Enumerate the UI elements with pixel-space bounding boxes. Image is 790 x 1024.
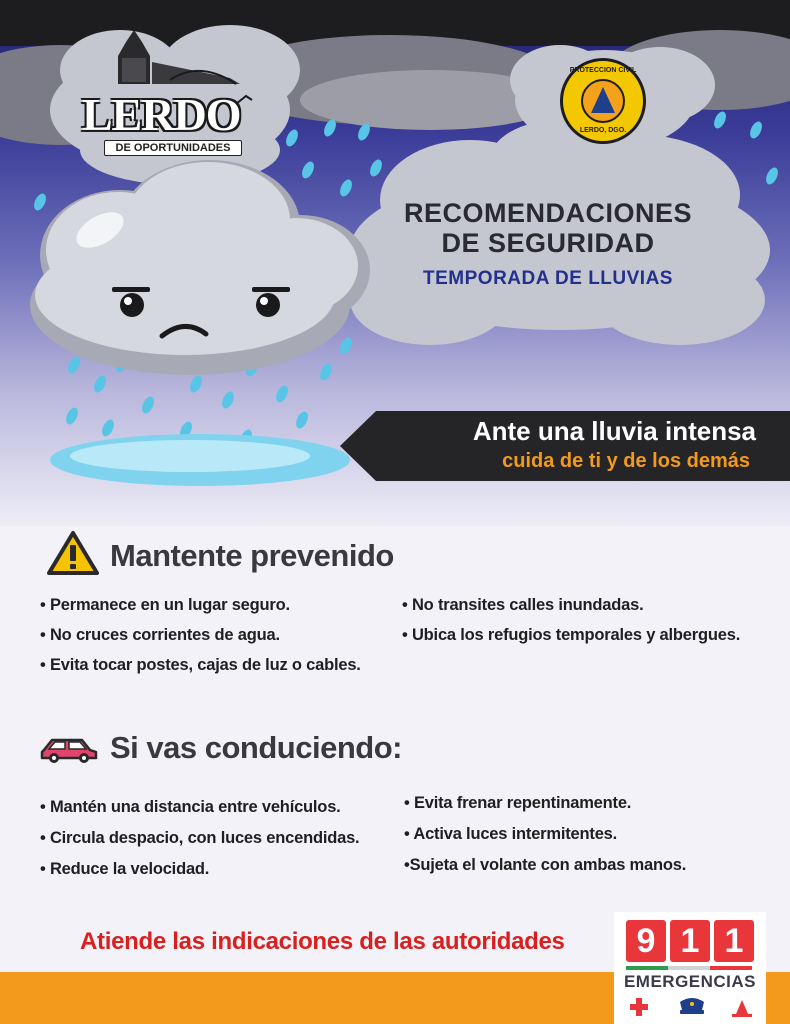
authorities-notice: Atiende las indicaciones de las autoridades bbox=[80, 928, 565, 955]
emergency-services-icons bbox=[624, 994, 760, 1020]
civil-protection-icon bbox=[581, 79, 625, 123]
stripe-green bbox=[626, 966, 668, 970]
stripe-red bbox=[710, 966, 752, 970]
list-item: •Sujeta el volante con ambas manos. bbox=[404, 856, 687, 874]
banner-notch bbox=[340, 411, 376, 481]
emergency-digit: 9 bbox=[626, 920, 666, 962]
emergency-digit: 1 bbox=[714, 920, 754, 962]
badge-bottom-text: LERDO, DGO. bbox=[579, 127, 627, 134]
firefighter-icon bbox=[732, 1000, 752, 1017]
logo-name: LERDO bbox=[82, 89, 241, 140]
badge-top-text: PROTECCION CIVIL bbox=[569, 67, 637, 74]
page-title-line1: RECOMENDACIONES bbox=[403, 198, 693, 228]
list-item: • No transites calles inundadas. bbox=[402, 596, 644, 614]
banner-headline: Ante una lluvia intensa bbox=[472, 416, 756, 446]
list-item: • Ubica los refugios temporales y albergues. bbox=[402, 626, 741, 644]
emergency-label: EMERGENCIAS bbox=[623, 972, 757, 991]
sad-cloud bbox=[30, 160, 370, 375]
list-item: • Activa luces intermitentes. bbox=[404, 825, 618, 843]
puddle bbox=[50, 434, 350, 486]
section-title-prevention: Mantente prevenido bbox=[110, 538, 394, 573]
warning-icon bbox=[46, 530, 100, 576]
emergency-digit: 1 bbox=[670, 920, 710, 962]
list-item: • Reduce la velocidad. bbox=[40, 860, 210, 878]
proteccion-civil-badge bbox=[560, 58, 646, 144]
police-cap-icon bbox=[680, 998, 704, 1014]
list-item: • Permanece en un lugar seguro. bbox=[40, 596, 290, 614]
stripe-white bbox=[668, 966, 710, 970]
banner-subline: cuida de ti y de los demás bbox=[502, 450, 750, 472]
red-cross-icon bbox=[630, 998, 648, 1016]
list-item: • Evita tocar postes, cajas de luz o cables. bbox=[40, 656, 361, 674]
list-item: • Circula despacio, con luces encendidas. bbox=[40, 829, 360, 847]
page-subtitle: TEMPORADA DE LLUVIAS bbox=[423, 268, 673, 289]
logo-tagline: DE OPORTUNIDADES bbox=[104, 140, 242, 156]
triangle-icon bbox=[591, 87, 615, 113]
list-item: • Mantén una distancia entre vehículos. bbox=[40, 798, 341, 816]
car-icon bbox=[38, 734, 100, 764]
list-item: • No cruces corrientes de agua. bbox=[40, 626, 280, 644]
section-title-driving: Si vas conduciendo: bbox=[110, 730, 402, 765]
page-title-line2: DE SEGURIDAD bbox=[441, 228, 655, 258]
list-item: • Evita frenar repentinamente. bbox=[404, 794, 632, 812]
